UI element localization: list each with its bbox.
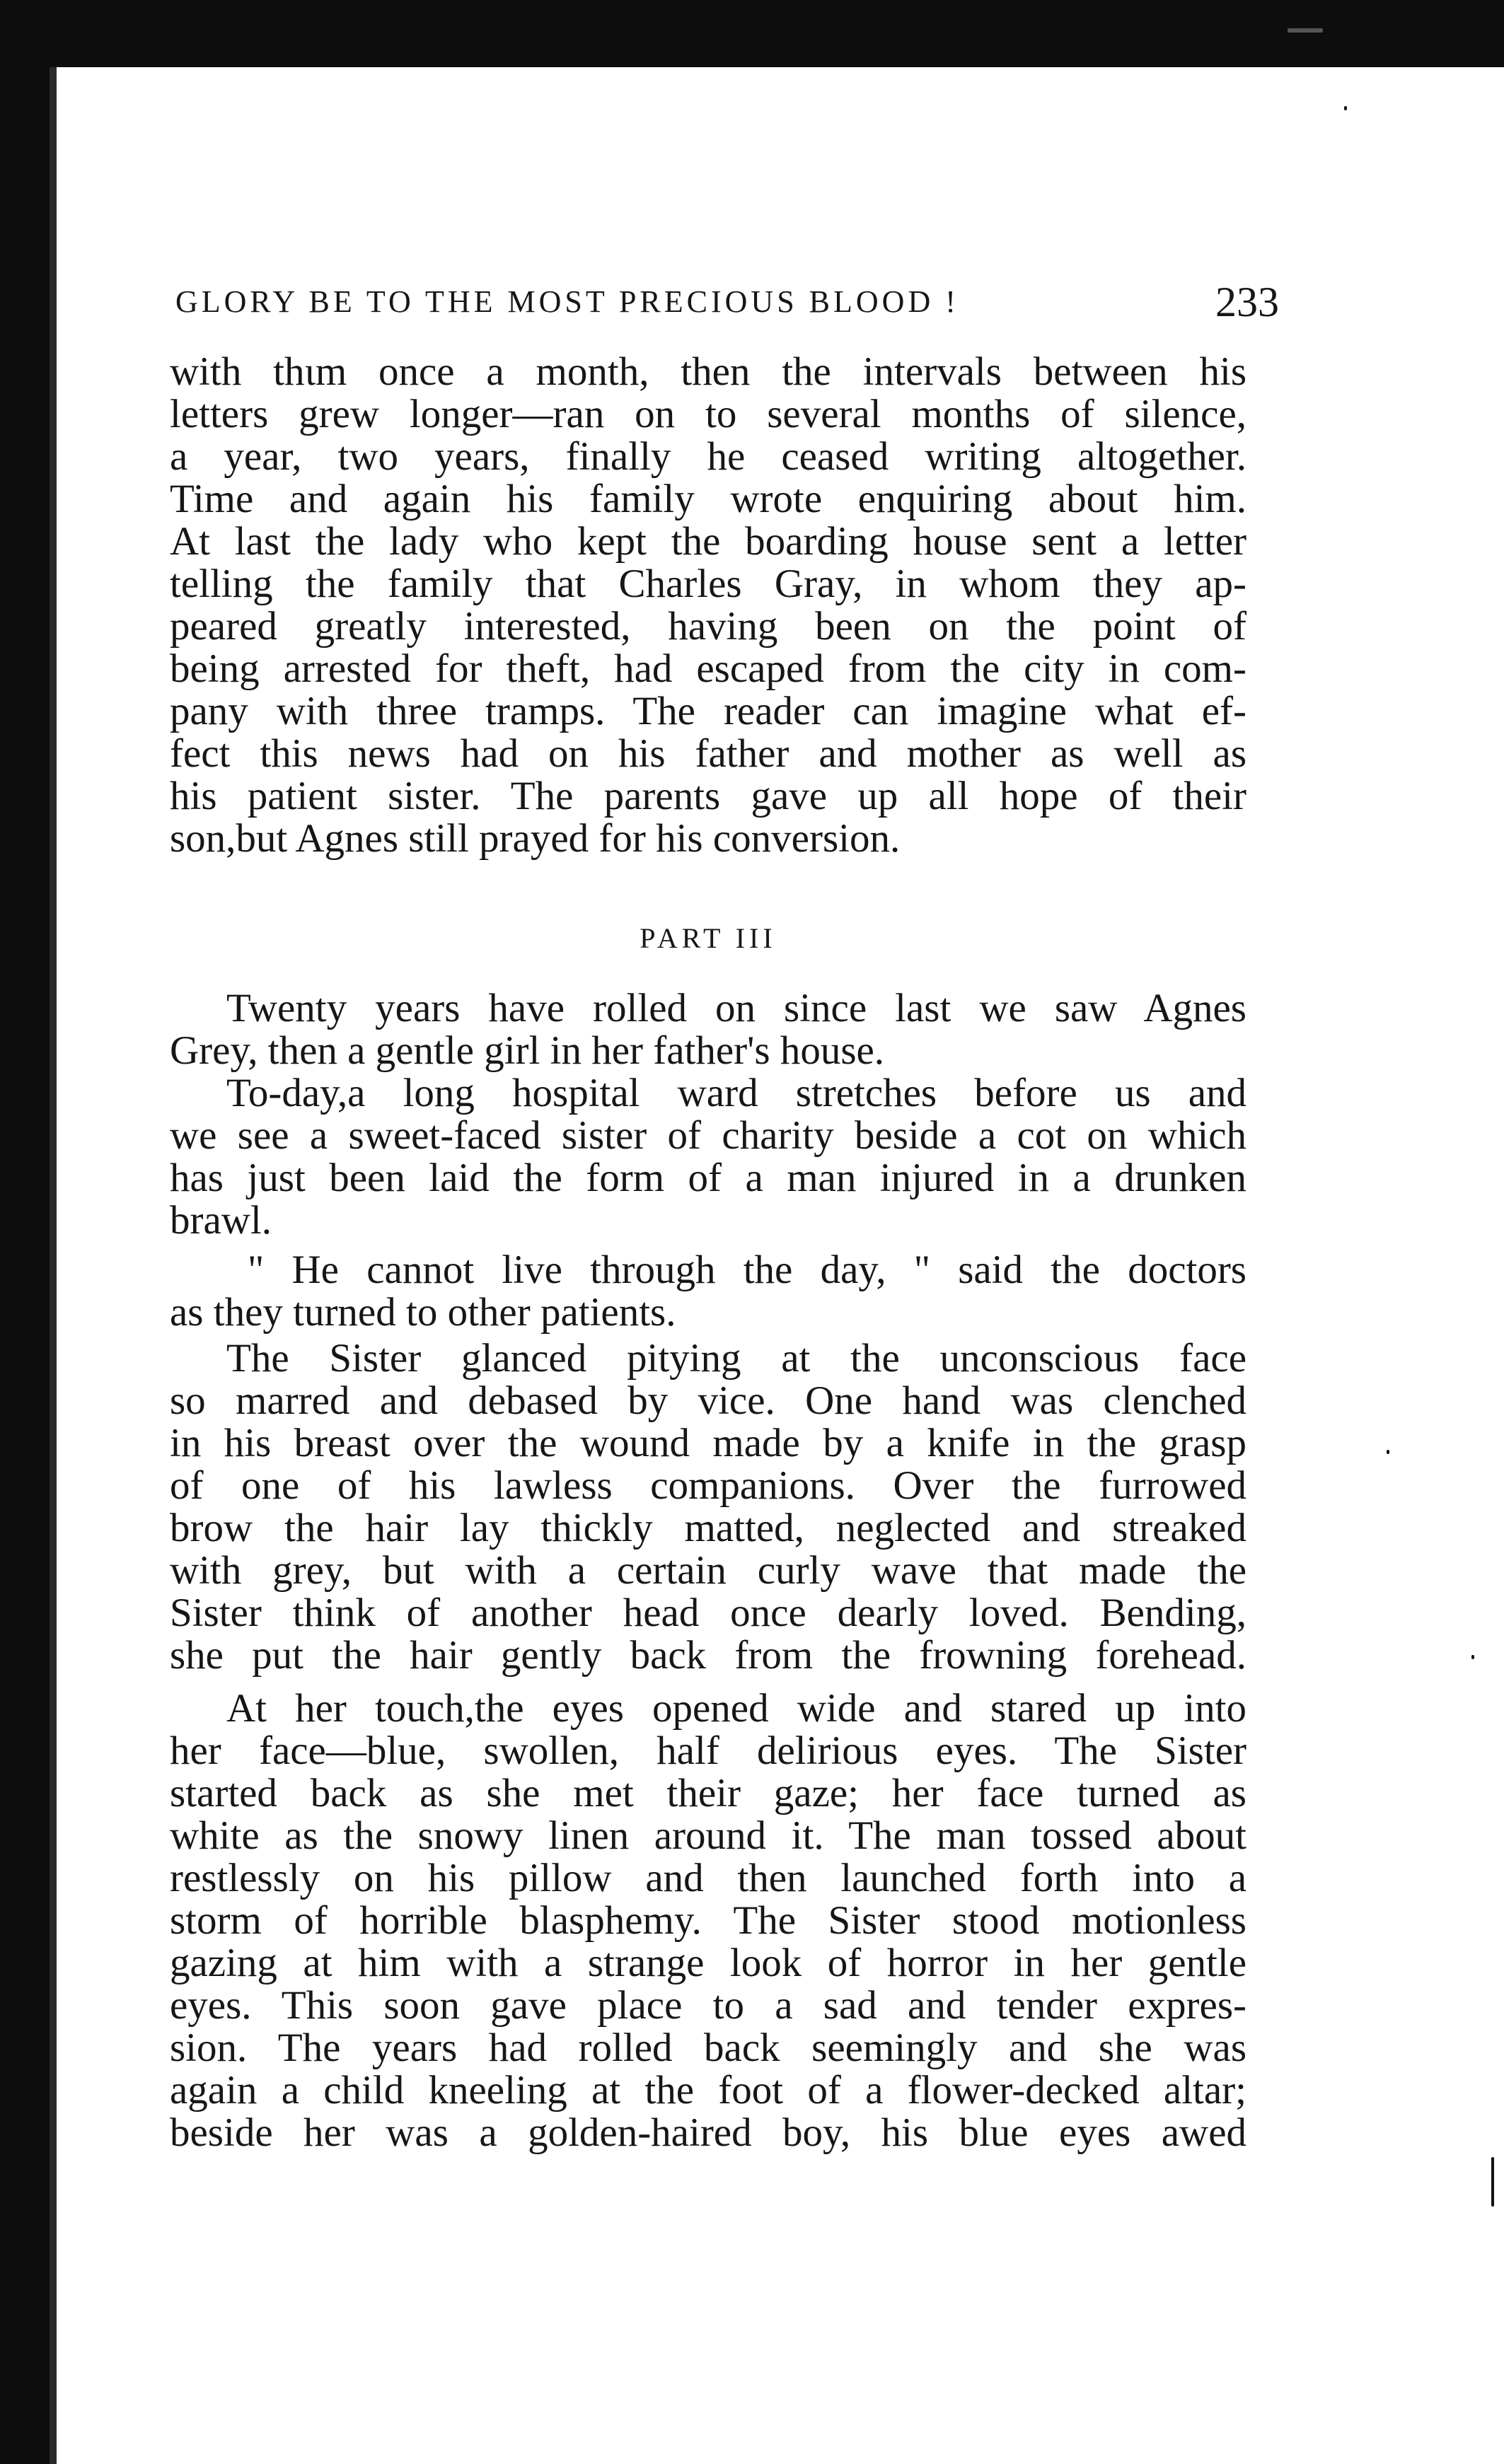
text-line: she put the hair gently back from the frowning forehead. bbox=[170, 1633, 1246, 1678]
text-line: pany with three tramps. The reader can imagine what ef- bbox=[170, 689, 1246, 733]
text-line: eyes. This soon gave place to a sad and tender expres- bbox=[170, 1983, 1246, 2028]
text-line: gazing at him with a strange look of horror in her gentle bbox=[170, 1941, 1246, 1985]
text-line: so marred and debased by vice. One hand was clenched bbox=[170, 1378, 1246, 1423]
text-line: Grey, then a gentle girl in her father's house. bbox=[170, 1028, 885, 1073]
text-line: brow the hair lay thickly matted, neglected and streaked bbox=[170, 1506, 1246, 1550]
text-line: beside her was a golden-haired boy, his blue eyes awed bbox=[170, 2110, 1246, 2155]
scan-speck bbox=[1344, 106, 1347, 110]
text-line: his patient sister. The parents gave up all hope of their bbox=[170, 774, 1246, 818]
text-line: has just been laid the form of a man injured in a drunken bbox=[170, 1156, 1246, 1200]
page-number: 233 bbox=[1215, 279, 1279, 325]
text-line: started back as she met their gaze; her face turned as bbox=[170, 1771, 1246, 1815]
text-line: we see a sweet-faced sister of charity beside a cot on which bbox=[170, 1113, 1246, 1158]
text-line: Twenty years have rolled on since last we saw Agnes bbox=[226, 986, 1246, 1030]
section-heading: PART III bbox=[640, 922, 777, 954]
text-line: son,but Agnes still prayed for his conversion. bbox=[170, 816, 901, 861]
text-line: with grey, but with a certain curly wave that made the bbox=[170, 1548, 1246, 1593]
running-head: GLORY BE TO THE MOST PRECIOUS BLOOD ! bbox=[175, 284, 959, 319]
text-line: Time and again his family wrote enquiring about him. bbox=[170, 477, 1246, 521]
scan-speck bbox=[1288, 28, 1323, 33]
text-line: brawl. bbox=[170, 1198, 272, 1243]
text-line: Sister think of another head once dearly loved. Bending, bbox=[170, 1591, 1246, 1635]
scan-speck bbox=[1471, 1655, 1474, 1659]
text-line: in his breast over the wound made by a knife in the grasp bbox=[170, 1421, 1246, 1465]
text-line: At last the lady who kept the boarding house sent a letter bbox=[170, 519, 1246, 564]
text-line: as they turned to other patients. bbox=[170, 1290, 676, 1335]
text-line: her face—blue, swollen, half delirious eyes. The Sister bbox=[170, 1728, 1246, 1773]
text-line: At her touch,the eyes opened wide and stared up into bbox=[226, 1686, 1246, 1731]
text-line: peared greatly interested, having been on the point of bbox=[170, 604, 1246, 649]
scan-edge-mark bbox=[1491, 2157, 1494, 2207]
text-line: again a child kneeling at the foot of a flower-decked altar; bbox=[170, 2068, 1246, 2113]
scan-left-border bbox=[0, 0, 50, 2464]
page-header bbox=[175, 277, 1279, 327]
text-line: To-day,a long hospital ward stretches before us and bbox=[226, 1071, 1246, 1115]
scan-left-shadow bbox=[50, 67, 57, 2464]
text-line: letters grew longer—ran on to several months of silence, bbox=[170, 392, 1246, 436]
scan-speck bbox=[1387, 1450, 1389, 1454]
text-line: The Sister glanced pitying at the unconscious face bbox=[226, 1336, 1246, 1381]
text-line: restlessly on his pillow and then launched forth into a bbox=[170, 1856, 1246, 1900]
text-line: " He cannot live through the day, " said the doctors bbox=[248, 1248, 1246, 1292]
text-line: sion. The years had rolled back seemingly and she was bbox=[170, 2026, 1246, 2070]
text-line: with thɩm once a month, then the intervals between his bbox=[170, 349, 1246, 394]
text-line: being arrested for theft, had escaped from the city in com- bbox=[170, 646, 1246, 691]
scan-top-border bbox=[0, 0, 1504, 67]
text-line: storm of horrible blasphemy. The Sister stood motionless bbox=[170, 1898, 1246, 1943]
text-line: fect this news had on his father and mother as well as bbox=[170, 731, 1246, 776]
text-line: telling the family that Charles Gray, in whom they ap- bbox=[170, 562, 1246, 606]
text-line: of one of his lawless companions. Over the furrowed bbox=[170, 1463, 1246, 1508]
text-line: white as the snowy linen around it. The man tossed about bbox=[170, 1813, 1246, 1858]
text-line: a year, two years, finally he ceased writing altogether. bbox=[170, 434, 1246, 479]
